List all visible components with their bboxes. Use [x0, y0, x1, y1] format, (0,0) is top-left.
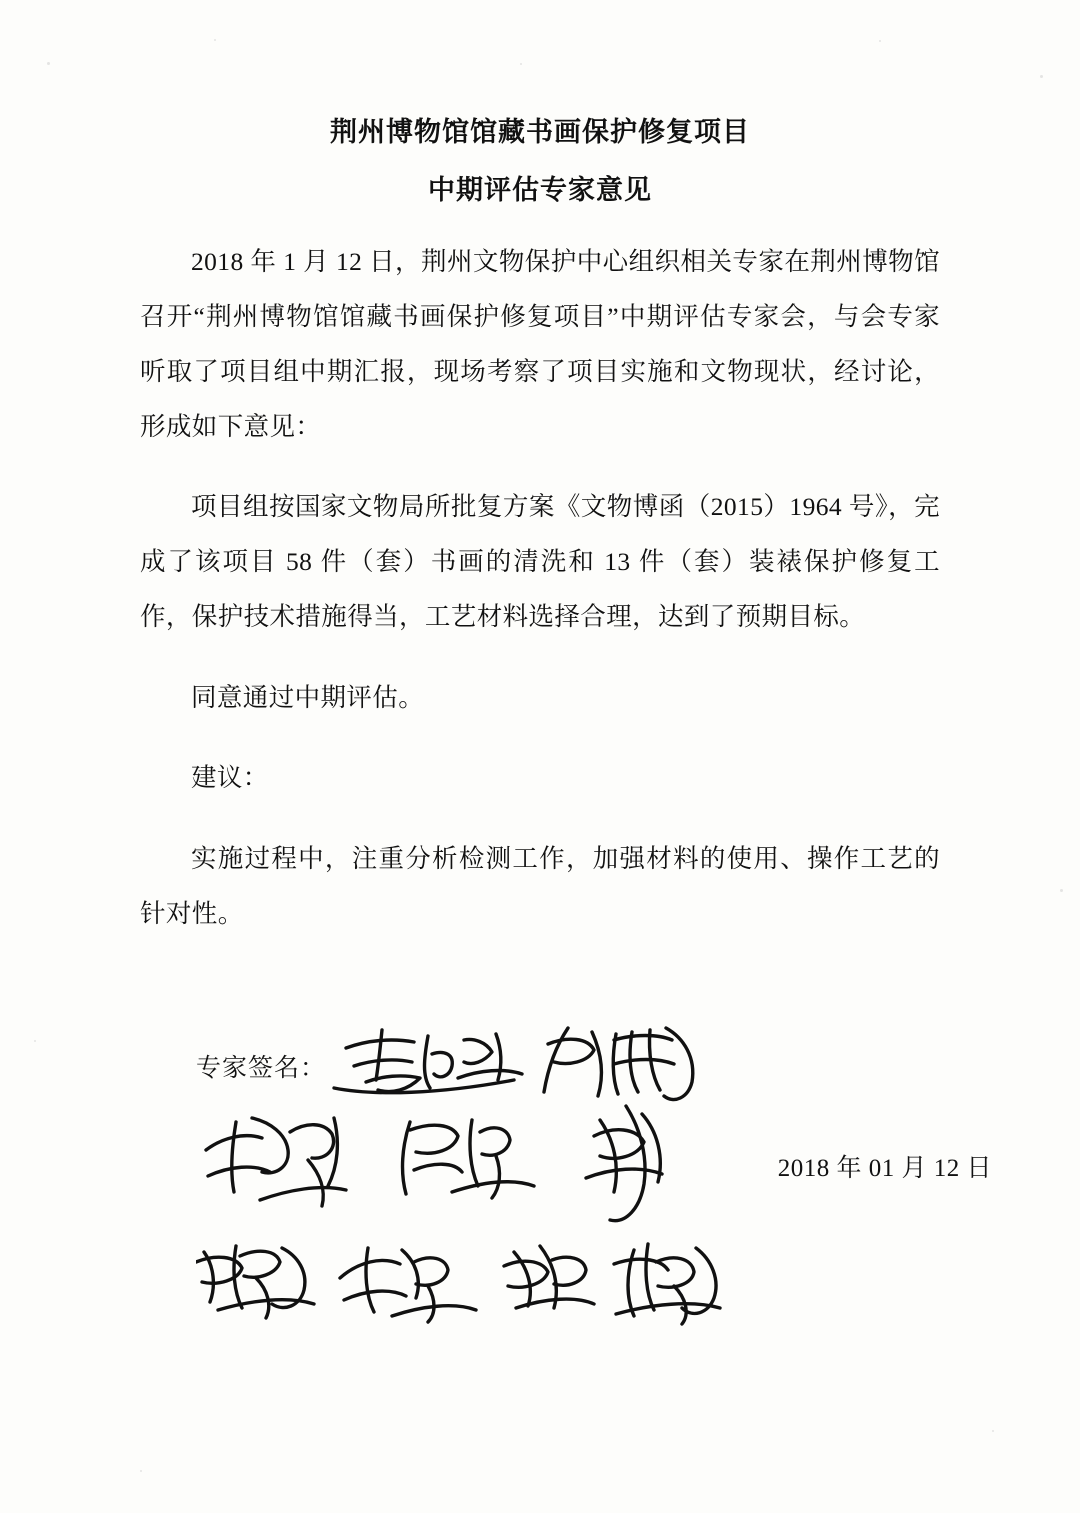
document-title-line-2: 中期评估专家意见	[428, 174, 652, 205]
document-title-line-1: 荆州博物馆馆藏书画保护修复项目	[330, 117, 750, 147]
scan-speckle	[879, 40, 881, 42]
scan-speckle	[34, 1040, 36, 1042]
paragraph-project-progress: 项目组按国家文物局所批复方案《文物博函（2015）1964 号》，完成了该项目 58 件（套）书画的清洗和 13 件（套）装裱保护修复工作，保护技术措施得当，工艺材料选择合理，达到了预期目标。	[140, 492, 940, 632]
scan-speckle	[1060, 889, 1063, 892]
signature-block	[196, 1020, 992, 1340]
scan-speckle	[140, 1470, 142, 1472]
signature-date: 2018 年 01 月 12 日	[777, 1155, 992, 1182]
scan-speckle	[992, 1430, 994, 1432]
paragraph-suggestion-body: 实施过程中，注重分析检测工作，加强材料的使用、操作工艺的针对性。	[140, 843, 940, 928]
paragraph-approval: 同意通过中期评估。	[191, 682, 425, 712]
scan-speckle	[47, 62, 50, 65]
scan-speckle	[1040, 75, 1043, 78]
paragraph-suggestion-heading: 建议：	[191, 763, 269, 793]
scan-speckle	[214, 39, 216, 41]
document-body	[140, 112, 940, 966]
scan-speckle	[520, 63, 522, 65]
paragraph-meeting-summary: 2018 年 1 月 12 日，荆州文物保护中心组织相关专家在荆州博物馆召开“荆州博物馆馆藏书画保护修复项目”中期评估专家会，与会专家听取了项目组中期汇报，现场考察了项目实施和文物现状，经讨论，形成如下意见：	[140, 246, 940, 441]
signature-label: 专家签名：	[196, 1055, 327, 1082]
